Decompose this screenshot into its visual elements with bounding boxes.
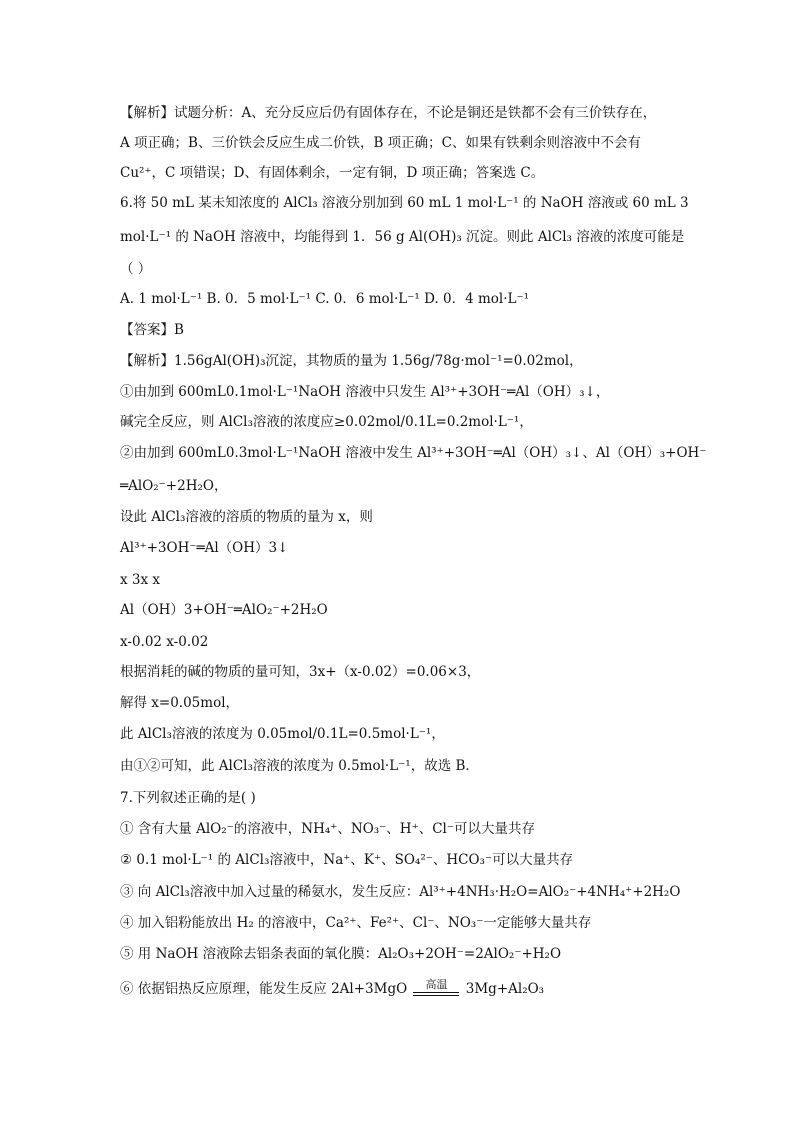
equals-bar-bottom bbox=[413, 995, 459, 996]
text-line: 【解析】试题分析：A、充分反应后仍有固体存在，不论是铜还是铁都不会有三价铁存在， bbox=[120, 105, 657, 121]
answer-line: 【答案】B bbox=[120, 322, 184, 338]
analysis-line: 【解析】1.56gAl(OH)₃沉淀，其物质的量为 1.56g/78g·mol⁻¹=0.02mol， bbox=[120, 353, 583, 369]
analysis-line: 由①②可知，此 AlCl₃溶液的浓度为 0.5mol·L⁻¹，故选 B． bbox=[120, 758, 479, 774]
analysis-line: 此 AlCl₃溶液的浓度为 0.05mol/0.1L=0.5mol·L⁻¹， bbox=[120, 726, 445, 742]
option-line: ③ 向 AlCl₃溶液中加入过量的稀氨水，发生反应：Al³⁺+4NH₃·H₂O=AlO₂⁻+4NH₄⁺+2H₂O bbox=[120, 884, 681, 900]
question-6-bracket: （ ） bbox=[120, 261, 152, 277]
analysis-line: 解得 x=0.05mol， bbox=[120, 695, 240, 711]
question-6-options: A. 1 mol·L⁻¹ B. 0．5 mol·L⁻¹ C. 0．6 mol·L⁻¹ D. 0．4 mol·L⁻¹ bbox=[120, 291, 530, 307]
text-line: A 项正确；B、三价铁会反应生成二价铁，B 项正确；C、如果有铁剩余则溶液中不会有 bbox=[120, 135, 642, 151]
question-6-line: mol·L⁻¹ 的 NaOH 溶液中，均能得到 1．56 g Al(OH)₃ 沉淀。则此 AlCl₃ 溶液的浓度可能是 bbox=[120, 229, 685, 245]
thermite-reaction-line bbox=[120, 980, 544, 998]
option-line: ④ 加入铝粉能放出 H₂ 的溶液中，Ca²⁺、Fe²⁺、Cl⁻、NO₃⁻一定能够大量共存 bbox=[120, 915, 592, 931]
analysis-line: ①由加到 600mL0.1mol·L⁻¹NaOH 溶液中只发生 Al³⁺+3OH⁻═Al（OH）₃↓， bbox=[120, 384, 610, 400]
equation-line: Al³⁺+3OH⁻═Al（OH）3↓ bbox=[120, 540, 289, 556]
reaction-condition-label: 高温 bbox=[425, 978, 448, 991]
reaction-lhs: ⑥ 依据铝热反应原理，能发生反应 2Al+3MgO bbox=[120, 981, 408, 997]
option-line: ② 0.1 mol·L⁻¹ 的 AlCl₃溶液中，Na⁺、K⁺、SO₄²⁻、HCO₃⁻可以大量共存 bbox=[120, 852, 574, 868]
equation-line: Al（OH）3+OH⁻═AlO₂⁻+2H₂O bbox=[120, 602, 328, 618]
equation-line: x-0.02 x-0.02 bbox=[120, 634, 209, 650]
equation-line: x 3x x bbox=[120, 572, 161, 588]
question-6-line: 6.将 50 mL 某未知浓度的 AlCl₃ 溶液分别加到 60 mL 1 mol·L⁻¹ 的 NaOH 溶液或 60 mL 3 bbox=[120, 195, 689, 211]
text-line: Cu²⁺，C 项错误；D、有固体剩余，一定有铜，D 项正确；答案选 C。 bbox=[120, 165, 545, 181]
reaction-rhs: 3Mg+Al₂O₃ bbox=[465, 981, 545, 997]
analysis-line: 根据消耗的碱的物质的量可知，3x+（x-0.02）=0.06×3， bbox=[120, 664, 481, 680]
question-7-line: 7.下列叙述正确的是( ) bbox=[120, 790, 256, 806]
option-line: ⑤ 用 NaOH 溶液除去铝条表面的氧化膜：Al₂O₃+2OH⁻=2AlO₂⁻+H₂O bbox=[120, 946, 562, 962]
option-line: ① 含有大量 AlO₂⁻的溶液中，NH₄⁺、NO₃⁻、H⁺、Cl⁻可以大量共存 bbox=[120, 821, 535, 837]
analysis-line: 设此 AlCl₃溶液的溶质的物质的量为 x，则 bbox=[120, 509, 373, 525]
analysis-line: ═AlO₂⁻+2H₂O， bbox=[120, 478, 228, 494]
analysis-line: ②由加到 600mL0.3mol·L⁻¹NaOH 溶液中发生 Al³⁺+3OH⁻═Al（OH）₃↓、Al（OH）₃+OH⁻ bbox=[120, 445, 707, 461]
analysis-line: 碱完全反应，则 AlCl₃溶液的浓度应≥0.02mol/0.1L=0.2mol·L⁻¹， bbox=[120, 414, 533, 430]
reaction-condition-arrow bbox=[413, 980, 459, 998]
equals-bar-top bbox=[413, 992, 459, 993]
